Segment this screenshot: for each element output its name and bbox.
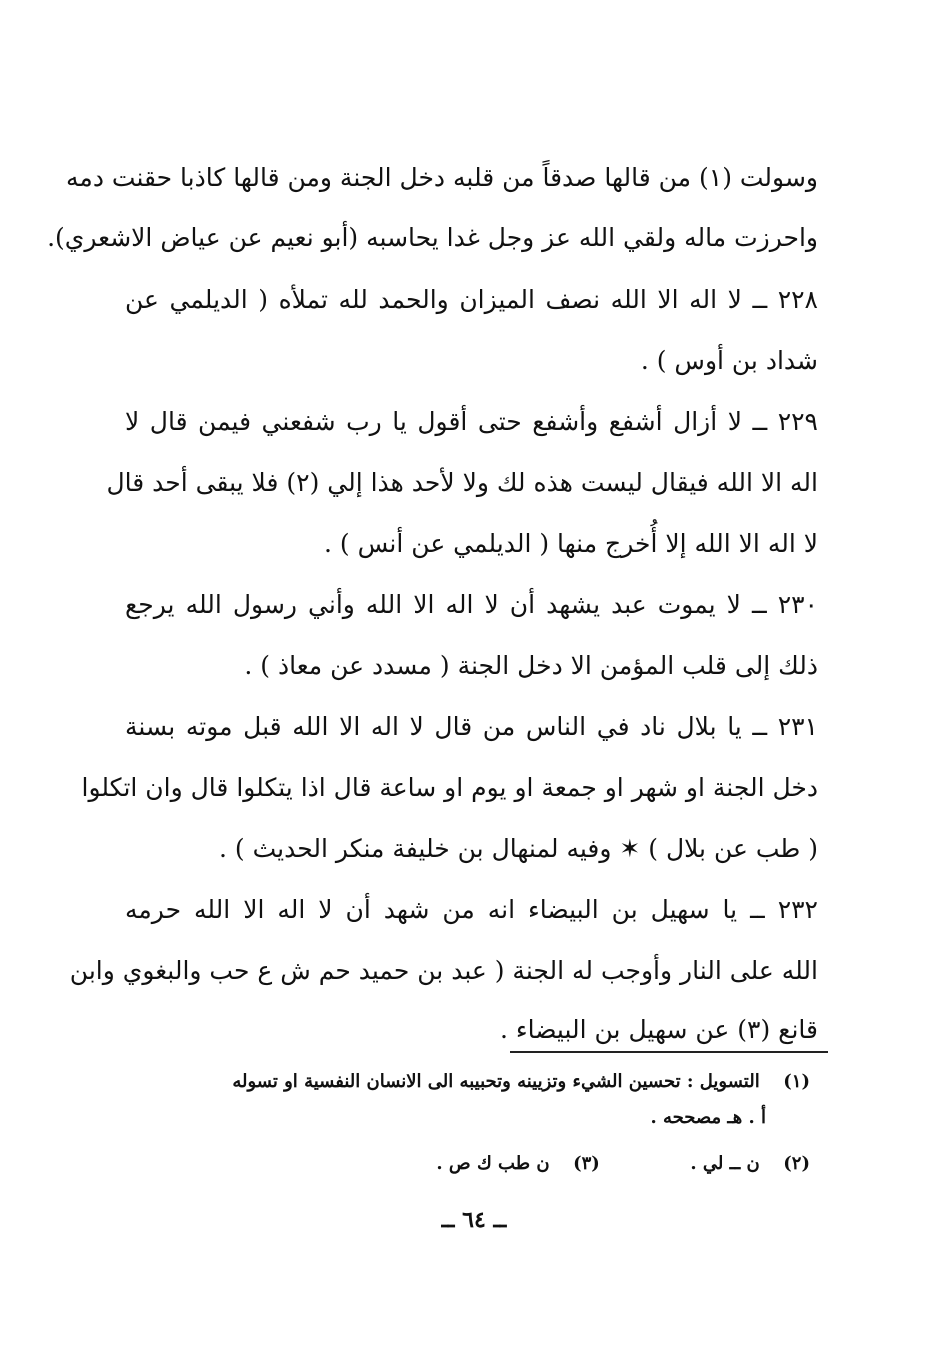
footnote-2-text: ن ــ لي . [690, 1153, 760, 1174]
footnote-divider [510, 1051, 828, 1053]
hadith-230-line-2: ذلك إلى قلب المؤمن الا دخل الجنة ( مسدد عن معاذ ) . [244, 651, 818, 680]
footnote-2-3-row [128, 1146, 810, 1182]
hadith-232-line-2: الله على النار وأوجب له الجنة ( عبد بن حميد حم ش ع حب والبغوي وابن [69, 956, 818, 985]
footnote-1-number: (١) [783, 1071, 810, 1092]
footnote-3-number: (٣) [573, 1153, 600, 1174]
footnote-1-text: التسويل : تحسين الشيء وتزيينه وتحبيبه الى الانسان النفسية او تسوله [232, 1071, 760, 1092]
hadith-228-line-2: شداد بن أوس ) . [640, 346, 818, 375]
text-line-2: واحرزت ماله ولقي الله عز وجل غدا يحاسبه (أبو نعيم عن عياض الاشعري). [47, 223, 818, 252]
footnote-2-number: (٢) [783, 1153, 810, 1174]
hadith-231-line-1: ٢٣١ ــ يا بلال ناد في الناس من قال لا اله الا الله قبل موته بسنة [125, 712, 818, 741]
page-number: ــ ٦٤ ــ [441, 1207, 507, 1233]
hadith-229-line-2: اله الا الله فيقال ليست هذه لك ولا لأحد هذا إلي (٢) فلا يبقى أحد قال [106, 468, 818, 497]
hadith-232-line-3: قانع (٣) عن سهيل بن البيضاء . [499, 1015, 818, 1044]
text-line-1: وسولت (١) من قالها صدقاً من قلبه دخل الجنة ومن قالها كاذبا حقنت دمه [66, 163, 818, 192]
hadith-231-line-3: ( طب عن بلال ) ✶ وفيه لمنهال بن خليفة منكر الحديث ) . [219, 834, 818, 863]
hadith-232-line-1: ٢٣٢ ــ يا سهيل بن البيضاء انه من شهد أن لا اله الا الله حرمه [125, 895, 818, 924]
hadith-230-line-1: ٢٣٠ ــ لا يموت عبد يشهد أن لا اله الا الله وأني رسول الله يرجع [125, 590, 818, 619]
footnote-3-text: ن طب ك ص . [436, 1153, 550, 1174]
hadith-229-line-3: لا اله الا الله إلا أُخرج منها ( الديلمي عن أنس ) . [323, 529, 818, 558]
hadith-231-line-2: دخل الجنة او شهر او جمعة او يوم او ساعة قال اذا يتكلوا قال وان اتكلوا [81, 773, 818, 802]
footnote-1-continuation: أ . هـ مصححه . [650, 1107, 766, 1128]
hadith-229-line-1: ٢٢٩ ــ لا أزال أشفع وأشفع حتى أقول يا رب شفعني فيمن قال لا [125, 407, 818, 436]
hadith-228-line-1: ٢٢٨ ــ لا اله الا الله نصف الميزان والحمد لله تملأه ( الديلمي عن [125, 285, 818, 314]
footnote-1 [128, 1064, 810, 1100]
